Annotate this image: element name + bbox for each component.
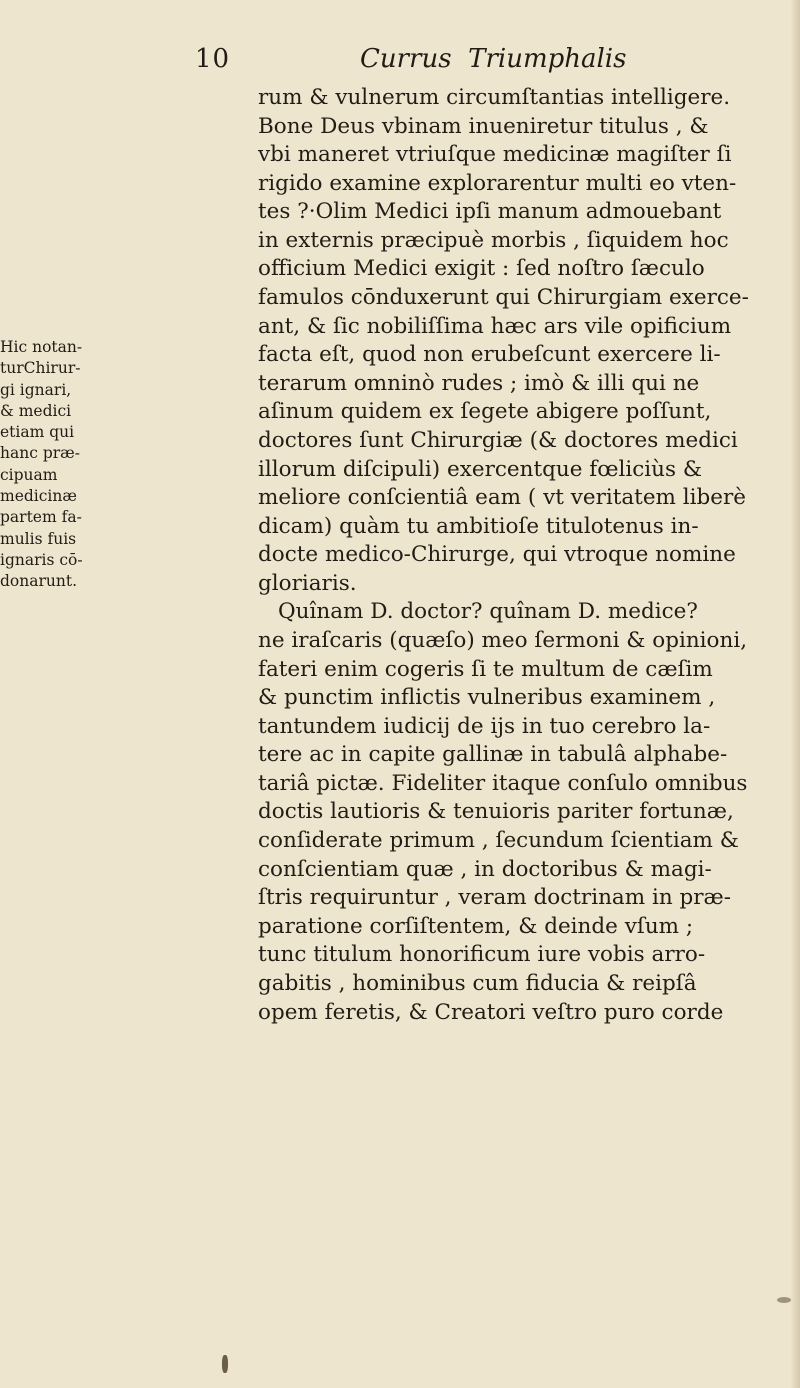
text-line: doctis lautioris & tenuioris pariter fortunæ, xyxy=(258,799,734,825)
margin-note-line: etiam qui xyxy=(0,423,75,442)
text-line: tariâ pictæ. Fideliter itaque conſulo omnibus xyxy=(258,770,748,796)
text-line: tantundem iudicij de ijs in tuo cerebro la- xyxy=(258,713,711,739)
running-title: Currus Triumphalis xyxy=(360,44,627,74)
text-line: tere ac in capite gallinæ in tabulâ alphabe- xyxy=(258,742,728,768)
margin-note-line: gi ignari, xyxy=(0,380,72,399)
text-line: vbi maneret vtriuſque medicinæ magiſter ſi xyxy=(258,142,732,168)
text-line: in externis præcipuè morbis , ſiquidem hoc xyxy=(258,227,729,253)
margin-note-line: cipuam xyxy=(0,465,58,484)
text-line: gabitis , hominibus cum fiducia & reipſâ xyxy=(258,970,697,996)
margin-note-line: turChirur- xyxy=(0,359,81,378)
text-line: rum & vulnerum circumſtantias intelligere. xyxy=(258,85,731,110)
margin-note-line: hanc præ- xyxy=(0,444,80,463)
text-line: meliore conſcientiâ eam ( vt veritatem liberè xyxy=(258,485,747,511)
page-edge-shadow xyxy=(790,0,800,1388)
text-line: paratione corſiſtentem, & deinde vſum ; xyxy=(258,913,694,939)
text-line: dicam) quàm tu ambitioſe titulotenus in- xyxy=(258,513,699,539)
text-line: gloriaris. xyxy=(258,570,357,596)
text-line: facta eſt, quod non erubeſcunt exercere li- xyxy=(258,342,721,368)
text-line: tunc titulum honorificum iure vobis arro- xyxy=(258,942,706,968)
margin-note-line: medicinæ xyxy=(0,487,77,506)
margin-note xyxy=(0,337,120,593)
text-line: ant, & ſic nobiliſſima hæc ars vile opificium xyxy=(258,313,732,339)
text-line: ſtris requiruntur , veram doctrinam in præ- xyxy=(258,885,732,911)
text-line: terarum omninò rudes ; imò & illi qui ne xyxy=(258,370,700,396)
text-line: fateri enim cogeris ſi te multum de cæſim xyxy=(258,656,713,682)
text-line: aſinum quidem ex ſegete abigere poſſunt, xyxy=(258,399,712,425)
text-line: conſcientiam quæ , in doctoribus & magi- xyxy=(258,856,712,882)
margin-note-line: donarunt. xyxy=(0,572,78,591)
margin-note-line: ignaris cō- xyxy=(0,550,83,569)
page-number: 10 xyxy=(195,44,231,74)
ink-speck xyxy=(222,1355,228,1373)
ink-speck xyxy=(777,1297,791,1303)
text-line: & punctim inflictis vulneribus examinem , xyxy=(258,685,716,711)
text-line: officium Medici exigit : ſed noſtro ſæculo xyxy=(258,256,705,282)
margin-note-line: & medici xyxy=(0,401,72,420)
text-line: ne iraſcaris (quæſo) meo ſermoni & opinioni, xyxy=(258,627,748,653)
text-line: tes ?·Olim Medici ipſi manum admouebant xyxy=(258,199,722,225)
margin-note-line: Hic notan- xyxy=(0,338,83,356)
margin-note-line: partem fa- xyxy=(0,508,82,527)
text-line: doctores ſunt Chirurgiæ (& doctores medici xyxy=(258,427,738,453)
text-line: opem feretis, & Creatori veſtro puro corde xyxy=(258,999,724,1025)
text-line: illorum diſcipuli) exercentque fœliciùs & xyxy=(258,456,703,482)
text-line: docte medico-Chirurge, qui vtroque nomine xyxy=(258,542,736,568)
body-text xyxy=(258,84,778,1027)
margin-note-line: mulis fuis xyxy=(0,529,77,548)
text-line: Quînam D. doctor? quînam D. medice? xyxy=(278,599,698,625)
text-line: rigido examine explorarentur multi eo vten- xyxy=(258,170,737,196)
page-header xyxy=(195,44,755,84)
text-line: famulos cōnduxerunt qui Chirurgiam exerce- xyxy=(258,285,749,311)
text-line: Bone Deus vbinam inueniretur titulus , & xyxy=(258,113,709,139)
text-line: conſiderate primum , ſecundum ſcientiam & xyxy=(258,828,739,854)
